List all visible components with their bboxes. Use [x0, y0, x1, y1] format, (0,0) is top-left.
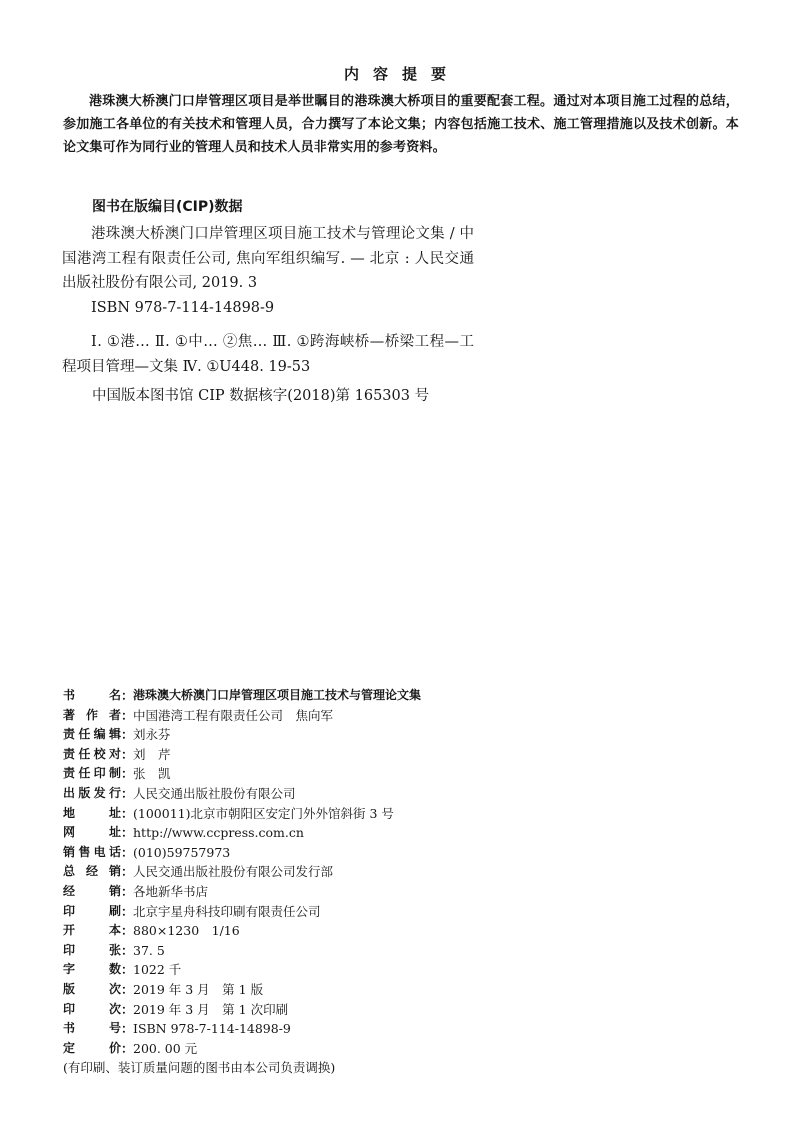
imprint-colon: ：: [121, 707, 134, 723]
imprint-label-char: 行: [108, 785, 121, 800]
imprint-label: [63, 823, 121, 843]
imprint-value: 北京宇星舟科技印刷有限责任公司: [133, 903, 321, 919]
imprint-value: 人民交通出版社股份有限公司发行部: [133, 864, 334, 880]
imprint-label-char: 销: [63, 844, 76, 859]
imprint-label-char: 责: [63, 766, 76, 781]
imprint-label-char: 书: [63, 688, 76, 702]
imprint-label-char: 印: [63, 903, 76, 918]
imprint-label-char: 址: [108, 805, 121, 820]
imprint-label: [63, 784, 121, 804]
imprint-label-char: 开: [63, 923, 76, 938]
cip-entry: [62, 222, 474, 320]
imprint-label-char: 责: [63, 727, 76, 742]
imprint-label: [63, 725, 121, 745]
imprint-row: [63, 941, 583, 961]
imprint-value: 2019 年 3 月 第 1 版: [133, 981, 264, 997]
imprint-colon: ：: [121, 1021, 134, 1037]
imprint-label: [63, 745, 121, 765]
imprint-label-char: 经: [85, 864, 98, 879]
imprint-label-char: 发: [93, 785, 106, 800]
imprint-row: [63, 764, 583, 784]
imprint-label-char: 址: [108, 825, 121, 840]
imprint-label-char: 总: [63, 864, 76, 879]
imprint-label-char: 电: [93, 844, 106, 859]
imprint-colon: ：: [121, 805, 134, 821]
imprint-colon: ：: [121, 903, 134, 919]
cip-classification-text: Ⅰ. ①港… Ⅱ. ①中… ②焦… Ⅲ. ①跨海峡桥—桥梁工程—工程项目管理—文集 Ⅳ. ①U448. 19-53: [62, 334, 474, 375]
imprint-label-char: 号: [108, 1021, 121, 1036]
imprint-colon: ：: [121, 981, 134, 997]
imprint-colon: ：: [121, 746, 134, 762]
imprint-colon: ：: [121, 688, 134, 703]
imprint-note: (有印刷、装订质量问题的图书由本公司负责调换): [63, 1060, 336, 1076]
imprint-row: [63, 960, 583, 980]
imprint-label-char: 经: [63, 883, 76, 898]
imprint-value: 人民交通出版社股份有限公司: [133, 785, 296, 801]
imprint-label: [63, 921, 121, 941]
imprint-label-char: 印: [63, 1001, 76, 1016]
imprint-colon: ：: [121, 923, 134, 939]
imprint-label-char: 地: [63, 805, 76, 820]
imprint-label-char: 对: [108, 746, 121, 761]
imprint-row: [63, 902, 583, 922]
cip-isbn: ISBN 978-7-114-14898-9: [91, 299, 275, 316]
imprint-label-char: 书: [63, 1021, 76, 1036]
imprint-row: [63, 725, 583, 745]
imprint-label-char: 本: [108, 923, 121, 938]
imprint-value: 880×1230 1/16: [133, 923, 240, 939]
summary-body: 港珠澳大桥澳门口岸管理区项目是举世瞩目的港珠澳大桥项目的重要配套工程。通过对本项目施工过程的总结，参加施工各单位的有关技术和管理人员，合力撰写了本论文集；内容包括施工技术、施工管理措施以及技术创新。本论文集可作为同行业的管理人员和技术人员非常实用的参考资料。: [63, 94, 739, 155]
imprint-label-char: 作: [85, 707, 98, 722]
imprint-colon: ：: [121, 864, 134, 880]
imprint-label-char: 辑: [108, 727, 121, 742]
imprint-row: [63, 921, 583, 941]
imprint-label-char: 责: [63, 746, 76, 761]
imprint-colon: ：: [121, 1040, 134, 1056]
imprint-label-char: 销: [108, 883, 121, 898]
cip-record-number: 中国版本图书馆 CIP 数据核字(2018)第 165303 号: [92, 388, 430, 404]
imprint-row: [63, 706, 583, 726]
imprint-value: 刘 芹: [133, 746, 171, 762]
imprint-label-char: 定: [63, 1040, 76, 1055]
imprint-label-char: 编: [93, 727, 106, 742]
imprint-label-char: 数: [108, 962, 121, 977]
imprint-label-char: 次: [108, 1001, 121, 1016]
imprint-label-char: 出: [63, 785, 76, 800]
imprint-label: [63, 960, 121, 980]
imprint-row: [63, 745, 583, 765]
imprint-colon: ：: [121, 785, 134, 801]
cip-entry-text: 港珠澳大桥澳门口岸管理区项目施工技术与管理论文集 / 中国港湾工程有限责任公司, 焦向军组织编写. — 北京 : 人民交通出版社股份有限公司, 2019. 3: [62, 226, 474, 291]
imprint-row: [63, 784, 583, 804]
imprint-value: (010)59757973: [133, 844, 231, 860]
imprint-label-char: 价: [108, 1040, 121, 1055]
imprint-label: [63, 1019, 121, 1039]
imprint-label-char: 刷: [108, 903, 121, 918]
imprint-row: [63, 862, 583, 882]
imprint-label-char: 印: [93, 766, 106, 781]
imprint-label-char: 网: [63, 825, 76, 840]
imprint-colon: ：: [121, 727, 134, 743]
imprint-label-char: 任: [78, 746, 91, 761]
imprint-label: [63, 882, 121, 902]
imprint-label: [63, 862, 121, 882]
imprint-value: 刘永芬: [133, 727, 171, 743]
imprint-value: http://www.ccpress.com.cn: [133, 825, 304, 841]
imprint-label: [63, 843, 121, 863]
imprint-row: [63, 882, 583, 902]
imprint-row: [63, 843, 583, 863]
imprint-block: [63, 686, 583, 1078]
imprint-row: [63, 804, 583, 824]
imprint-label-char: 校: [93, 746, 106, 761]
summary-title: 内容提要: [343, 65, 460, 83]
imprint-row: [63, 823, 583, 843]
imprint-label: [63, 1039, 121, 1059]
imprint-value: 200. 00 元: [133, 1040, 198, 1056]
imprint-colon: ：: [121, 825, 134, 841]
imprint-label-char: 字: [63, 962, 76, 977]
imprint-row: [63, 980, 583, 1000]
imprint-label-char: 任: [78, 766, 91, 781]
imprint-label: [63, 686, 121, 706]
imprint-row: [63, 1019, 583, 1039]
imprint-label: [63, 1000, 121, 1020]
imprint-colon: ：: [121, 962, 134, 978]
imprint-label-char: 版: [63, 981, 76, 996]
imprint-label-char: 著: [63, 707, 76, 722]
imprint-value: 港珠澳大桥澳门口岸管理区项目施工技术与管理论文集: [133, 688, 422, 702]
cip-classification: [62, 330, 474, 379]
imprint-label-char: 任: [78, 727, 91, 742]
imprint-label-char: 话: [108, 844, 121, 859]
imprint-row: [63, 686, 583, 706]
imprint-label-char: 版: [78, 785, 91, 800]
imprint-row: [63, 1000, 583, 1020]
imprint-label-char: 张: [108, 942, 121, 957]
imprint-value: 37. 5: [133, 942, 165, 958]
imprint-label: [63, 804, 121, 824]
imprint-label-char: 销: [108, 864, 121, 879]
imprint-value: 中国港湾工程有限责任公司 焦向军: [133, 707, 334, 723]
imprint-value: (100011)北京市朝阳区安定门外外馆斜街 3 号: [133, 805, 394, 821]
imprint-colon: ：: [121, 844, 134, 860]
imprint-label: [63, 902, 121, 922]
imprint-label: [63, 941, 121, 961]
imprint-label: [63, 764, 121, 784]
imprint-value: 张 凯: [133, 766, 171, 782]
imprint-value: ISBN 978-7-114-14898-9: [133, 1021, 291, 1037]
cip-heading: 图书在版编目(CIP)数据: [92, 199, 243, 215]
imprint-label-char: 名: [108, 688, 121, 702]
imprint-row: [63, 1039, 583, 1059]
imprint-label: [63, 980, 121, 1000]
imprint-value: 2019 年 3 月 第 1 次印刷: [133, 1001, 289, 1017]
imprint-value: 各地新华书店: [133, 883, 209, 899]
imprint-label-char: 次: [108, 981, 121, 996]
imprint-label-char: 印: [63, 942, 76, 957]
imprint-label-char: 制: [108, 766, 121, 781]
imprint-label-char: 者: [108, 707, 121, 722]
imprint-colon: ：: [121, 883, 134, 899]
imprint-label-char: 售: [78, 844, 91, 859]
imprint-colon: ：: [121, 1001, 134, 1017]
imprint-colon: ：: [121, 766, 134, 782]
imprint-colon: ：: [121, 942, 134, 958]
imprint-label: [63, 706, 121, 726]
imprint-value: 1022 千: [133, 962, 182, 978]
